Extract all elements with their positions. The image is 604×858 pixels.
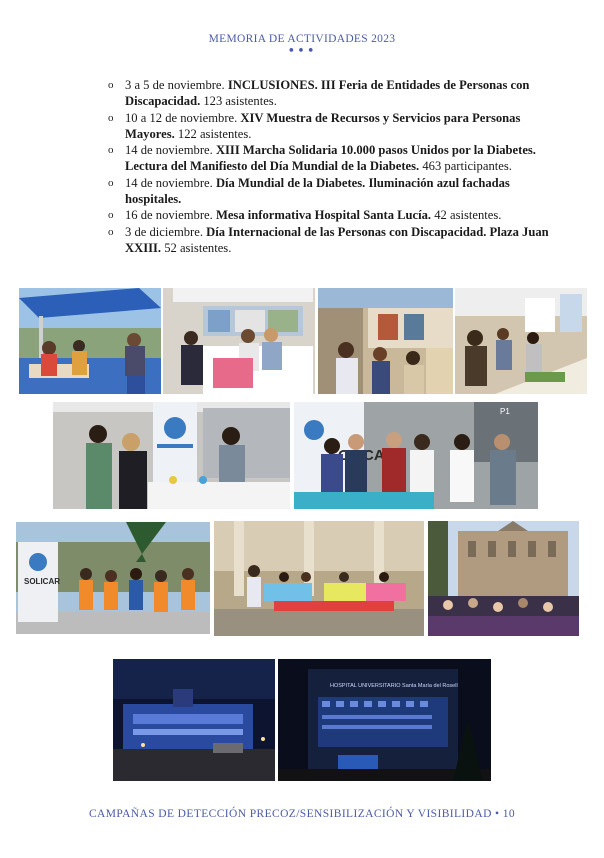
page-footer: CAMPAÑAS DE DETECCIÓN PRECOZ/SENSIBILIZACIÓN Y VISIBILIDAD • 10 <box>88 808 516 820</box>
list-item: o 14 de noviembre. Día Mundial de la Diabetes. Iluminación azul fachadas hospitales. <box>108 175 510 207</box>
photo-info-table-team <box>294 402 538 509</box>
bullet-marker: o <box>108 111 114 124</box>
list-item: o 10 a 12 de noviembre. XIV Muestra de Recursos y Servicios para Personas Mayores. 122 asistentes. <box>108 110 521 141</box>
photo-march-solidaria-group <box>16 522 210 634</box>
photo-plaza-crowd <box>428 521 579 636</box>
page-header-title: MEMORIA DE ACTIVIDADES 2023 <box>208 33 396 45</box>
list-item: o 3 a 5 de noviembre. INCLUSIONES. III Feria de Entidades de Personas con Discapacidad. 123 asistentes. <box>108 78 530 109</box>
photo-fair-stand-table <box>455 288 587 394</box>
photo-hospital-blue-lighting <box>113 659 275 781</box>
photo-fair-stand-crowd <box>318 288 453 394</box>
photo-info-table-testing <box>53 402 290 509</box>
bullet-marker: o <box>108 79 114 91</box>
header-dots: ••• <box>287 44 317 59</box>
list-item: o 16 de noviembre. Mesa informativa Hospital Santa Lucía. 42 asistentes. <box>108 208 502 223</box>
activity-list <box>108 77 558 256</box>
list-item: o 14 de noviembre. XIII Marcha Solidaria 10.000 pasos Unidos por la Diabetes. Lectura del Manifiesto del Día Mundial de la Diabetes. 463 participantes. <box>108 143 536 174</box>
bullet-marker: o <box>108 209 114 222</box>
photo-fair-outdoor-stand <box>19 288 161 394</box>
banner-logo-text: SOLICAR <box>24 577 60 586</box>
photo-manifesto-reading <box>214 521 424 636</box>
bullet-marker: o <box>108 144 114 157</box>
bullet-marker: o <box>108 176 114 189</box>
bullet-marker: o <box>108 225 114 238</box>
photo-fair-stand-leaflets <box>163 288 315 394</box>
hospital-sign: HOSPITAL UNIVERSITARIO Santa María del Rosell <box>330 683 458 689</box>
list-item: o 3 de diciembre. Día Internacional de las Personas con Discapacidad. Plaza Juan XXIII. 52 asistentes. <box>108 224 549 255</box>
photo-hospital-rosell-night <box>278 659 491 781</box>
wall-sign-p1: P1 <box>500 407 510 416</box>
